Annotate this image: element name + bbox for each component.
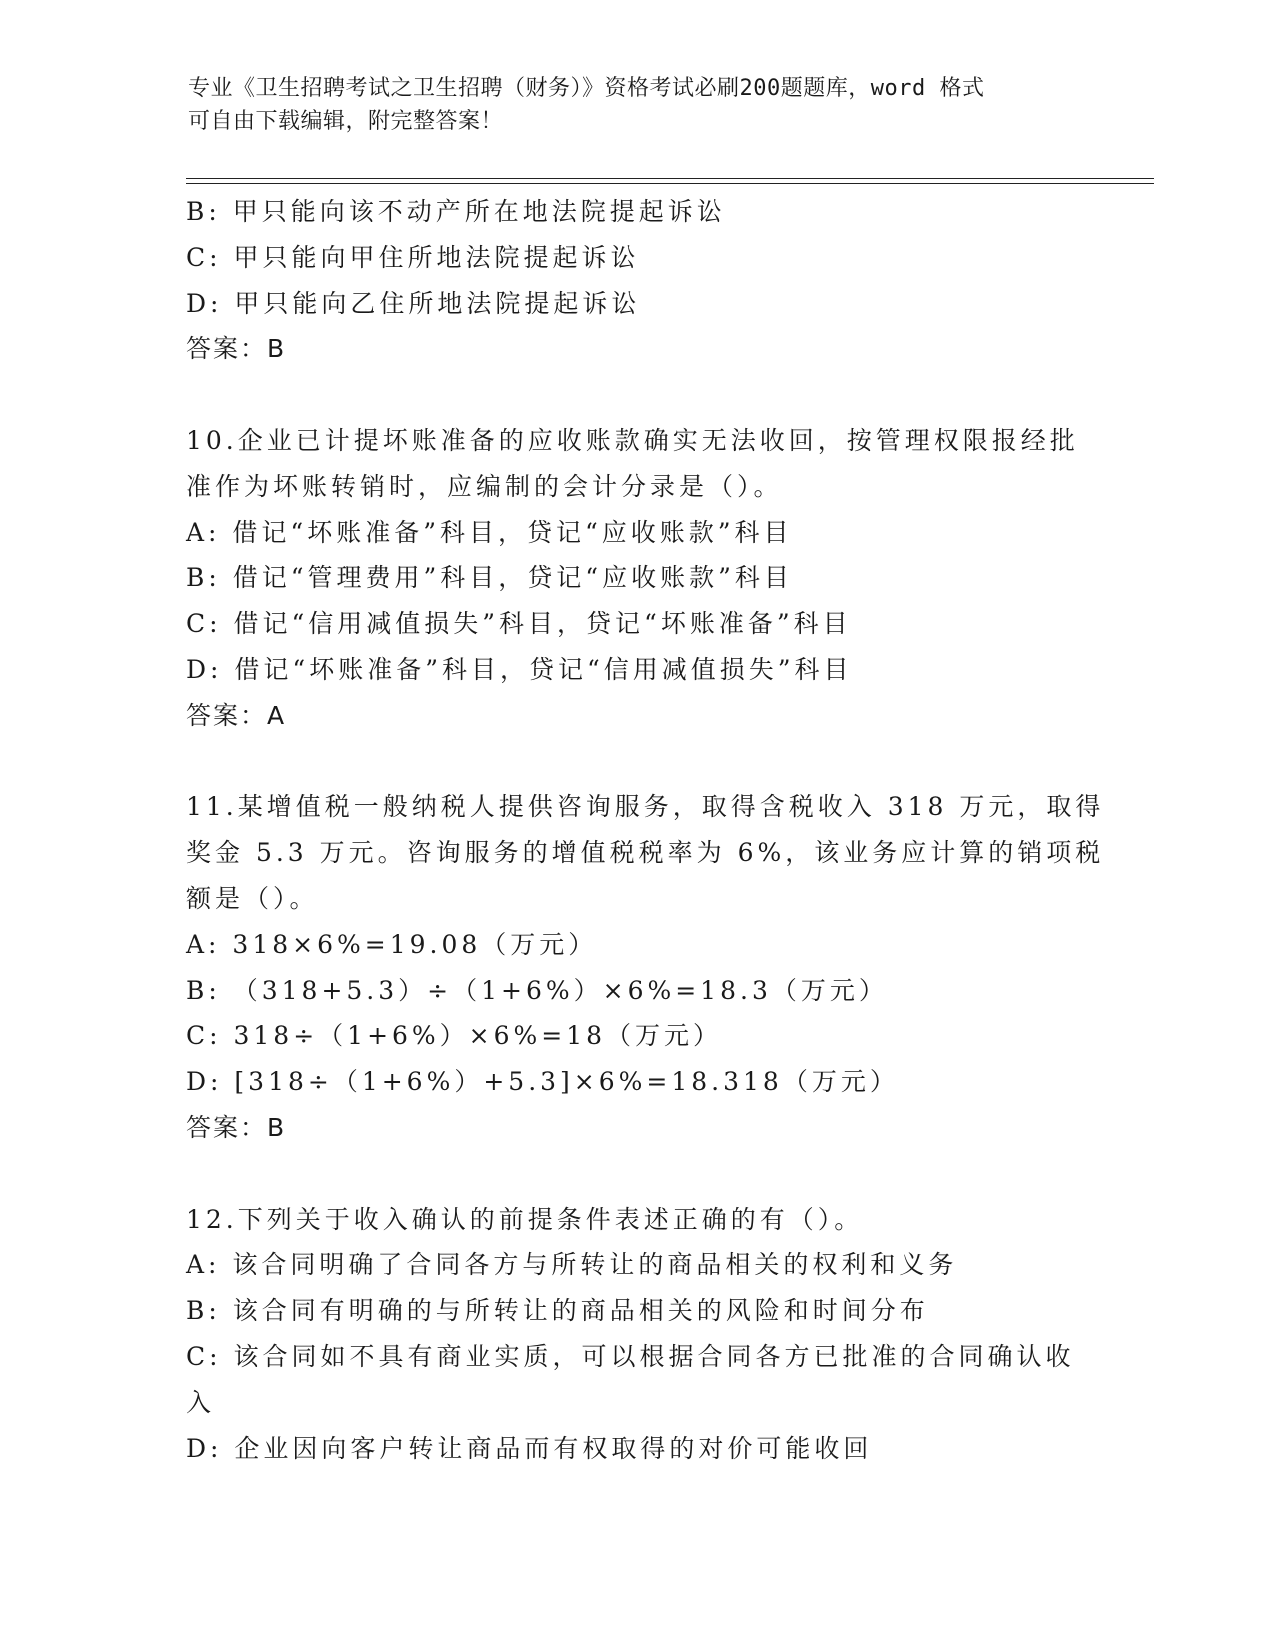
q12-option-b: B: 该合同有明确的与所转让的商品相关的风险和时间分布 — [186, 1296, 929, 1326]
q10-option-b: B: 借记“管理费用”科目，贷记“应收账款”科目 — [186, 563, 793, 593]
q10-answer: 答案：A — [186, 700, 287, 730]
q9-option-d: D: 甲只能向乙住所地法院提起诉讼 — [186, 288, 641, 318]
header-rule-bottom — [186, 183, 1154, 184]
header-line-2: 可自由下载编辑，附完整答案！ — [188, 109, 504, 134]
q10-option-d: D: 借记“坏账准备”科目，贷记“信用减值损失”科目 — [186, 654, 853, 684]
header-rule-top — [186, 178, 1154, 179]
q9-answer: 答案：B — [186, 334, 287, 364]
q11-option-b: B: （318+5.3）÷（1+6%）×6%=18.3（万元） — [186, 975, 888, 1005]
question-spacer — [186, 372, 1086, 418]
q12-option-d: D: 企业因向客户转让商品而有权取得的对价可能收回 — [186, 1433, 873, 1463]
q11-option-c: C: 318÷（1+6%）×6%=18（万元） — [186, 1021, 723, 1051]
q12-option-a: A: 该合同明确了合同各方与所转让的商品相关的权利和义务 — [186, 1250, 958, 1280]
q10-stem-line-1: 10.企业已计提坏账准备的应收账款确实无法收回，按管理权限报经批 — [186, 425, 1079, 455]
q11-stem-line-1: 11.某增值税一般纳税人提供咨询服务，取得含税收入 318 万元，取得 — [186, 792, 1105, 822]
q12-option-c-line-1: C: 该合同如不具有商业实质，可以根据合同各方已批准的合同确认收 — [186, 1341, 1075, 1371]
question-11 — [186, 784, 1105, 1150]
q10-stem-line-2: 准作为坏账转销时，应编制的会计分录是（）。 — [186, 471, 783, 501]
header-line-1: 专业《卫生招聘考试之卫生招聘（财务）》资格考试必刷200题题库，word 格式 — [188, 76, 985, 101]
q12-stem-line-1: 12.下列关于收入确认的前提条件表述正确的有（）。 — [186, 1204, 864, 1234]
q11-answer: 答案：B — [186, 1112, 287, 1142]
document-body — [186, 189, 1105, 1471]
q11-stem-line-2: 奖金 5.3 万元。咨询服务的增值税税率为 6%，该业务应计算的销项税 — [186, 838, 1105, 868]
question-12 — [186, 1197, 1086, 1472]
document-header — [188, 72, 1068, 138]
q9-option-c: C: 甲只能向甲住所地法院提起诉讼 — [186, 242, 640, 272]
q12-option-c-line-2: 入 — [186, 1387, 216, 1417]
q11-option-d: D: [318÷（1+6%）+5.3]×6%=18.318（万元） — [186, 1067, 899, 1097]
question-spacer — [186, 1151, 1086, 1197]
q10-option-c: C: 借记“信用减值损失”科目，贷记“坏账准备”科目 — [186, 609, 852, 639]
question-10 — [186, 418, 1086, 739]
question-spacer — [186, 739, 1086, 785]
question-9 — [186, 189, 1086, 372]
q11-stem-line-3: 额是（）。 — [186, 883, 319, 913]
q10-option-a: A: 借记“坏账准备”科目，贷记“应收账款”科目 — [186, 517, 793, 547]
q9-option-b: B: 甲只能向该不动产所在地法院提起诉讼 — [186, 197, 726, 226]
q11-option-a: A: 318×6%=19.08（万元） — [186, 929, 598, 959]
